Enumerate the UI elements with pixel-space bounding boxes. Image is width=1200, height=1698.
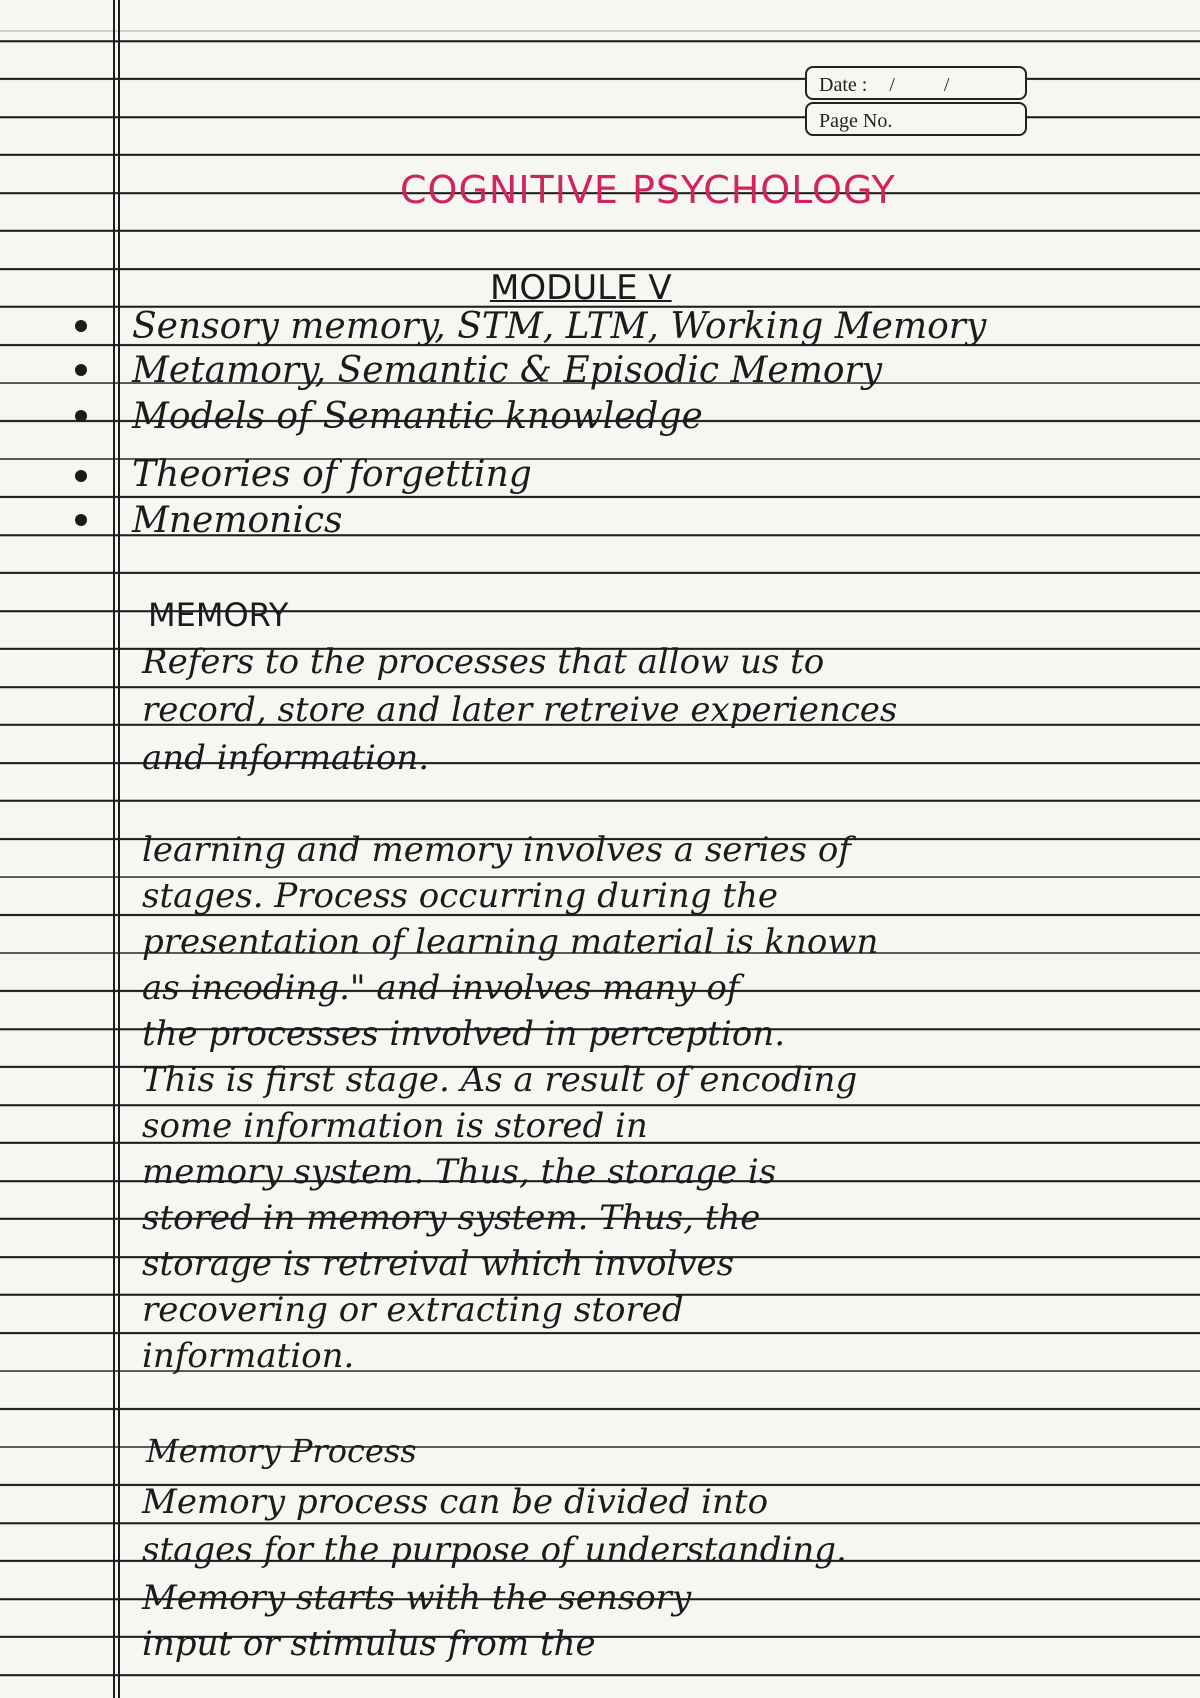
paragraph-line: stored in memory system. Thus, the (142, 1198, 761, 1238)
topic-item: Sensory memory, STM, LTM, Working Memory (132, 306, 987, 347)
bullet-dot (75, 514, 87, 526)
paragraph-line: input or stimulus from the (142, 1624, 596, 1664)
definition-line: Refers to the processes that allow us to (142, 642, 825, 682)
bullet-dot (75, 410, 87, 422)
paragraph-line: learning and memory involves a series of (142, 830, 851, 870)
paragraph-line: recovering or extracting stored (142, 1290, 684, 1330)
bullet-dot (75, 320, 87, 332)
paragraph-line: This is first stage. As a result of encoding (142, 1060, 858, 1100)
memory-heading: MEMORY (148, 596, 289, 634)
topic-item: Models of Semantic knowledge (132, 396, 703, 437)
date-page-box (805, 66, 1027, 136)
paragraph-line: presentation of learning material is known (142, 922, 879, 962)
topic-item: Metamory, Semantic & Episodic Memory (132, 350, 883, 391)
margin-line (113, 0, 115, 1698)
definition-line: record, store and later retreive experiences (142, 690, 898, 730)
module-heading: MODULE V (490, 268, 672, 308)
topic-item: Mnemonics (132, 500, 343, 541)
bullet-dot (75, 470, 87, 482)
page-label: Page No. (819, 110, 893, 132)
paragraph-line: memory system. Thus, the storage is (142, 1152, 777, 1192)
date-field (805, 66, 1027, 100)
paragraph-line: information. (142, 1336, 355, 1376)
date-label: Date : (819, 74, 868, 96)
paragraph-line: Memory process can be divided into (142, 1482, 769, 1522)
date-slashes: / / (889, 74, 972, 96)
memory-process-heading: Memory Process (146, 1432, 417, 1470)
bullet-dot (75, 364, 87, 376)
paragraph-line: storage is retreival which involves (142, 1244, 735, 1284)
page-top-edge (0, 0, 1200, 32)
paragraph-line: the processes involved in perception. (142, 1014, 785, 1054)
paragraph-line: as incoding." and involves many of (142, 968, 740, 1008)
paragraph-line: stages for the purpose of understanding. (142, 1530, 847, 1570)
page-title: COGNITIVE PSYCHOLOGY (400, 168, 896, 212)
topic-item: Theories of forgetting (132, 454, 532, 495)
paragraph-line: stages. Process occurring during the (142, 876, 779, 916)
margin-line (118, 0, 120, 1698)
paragraph-line: Memory starts with the sensory (142, 1578, 692, 1618)
page-number-field (805, 102, 1027, 136)
definition-line: and information. (142, 738, 430, 778)
paragraph-line: some information is stored in (142, 1106, 648, 1146)
